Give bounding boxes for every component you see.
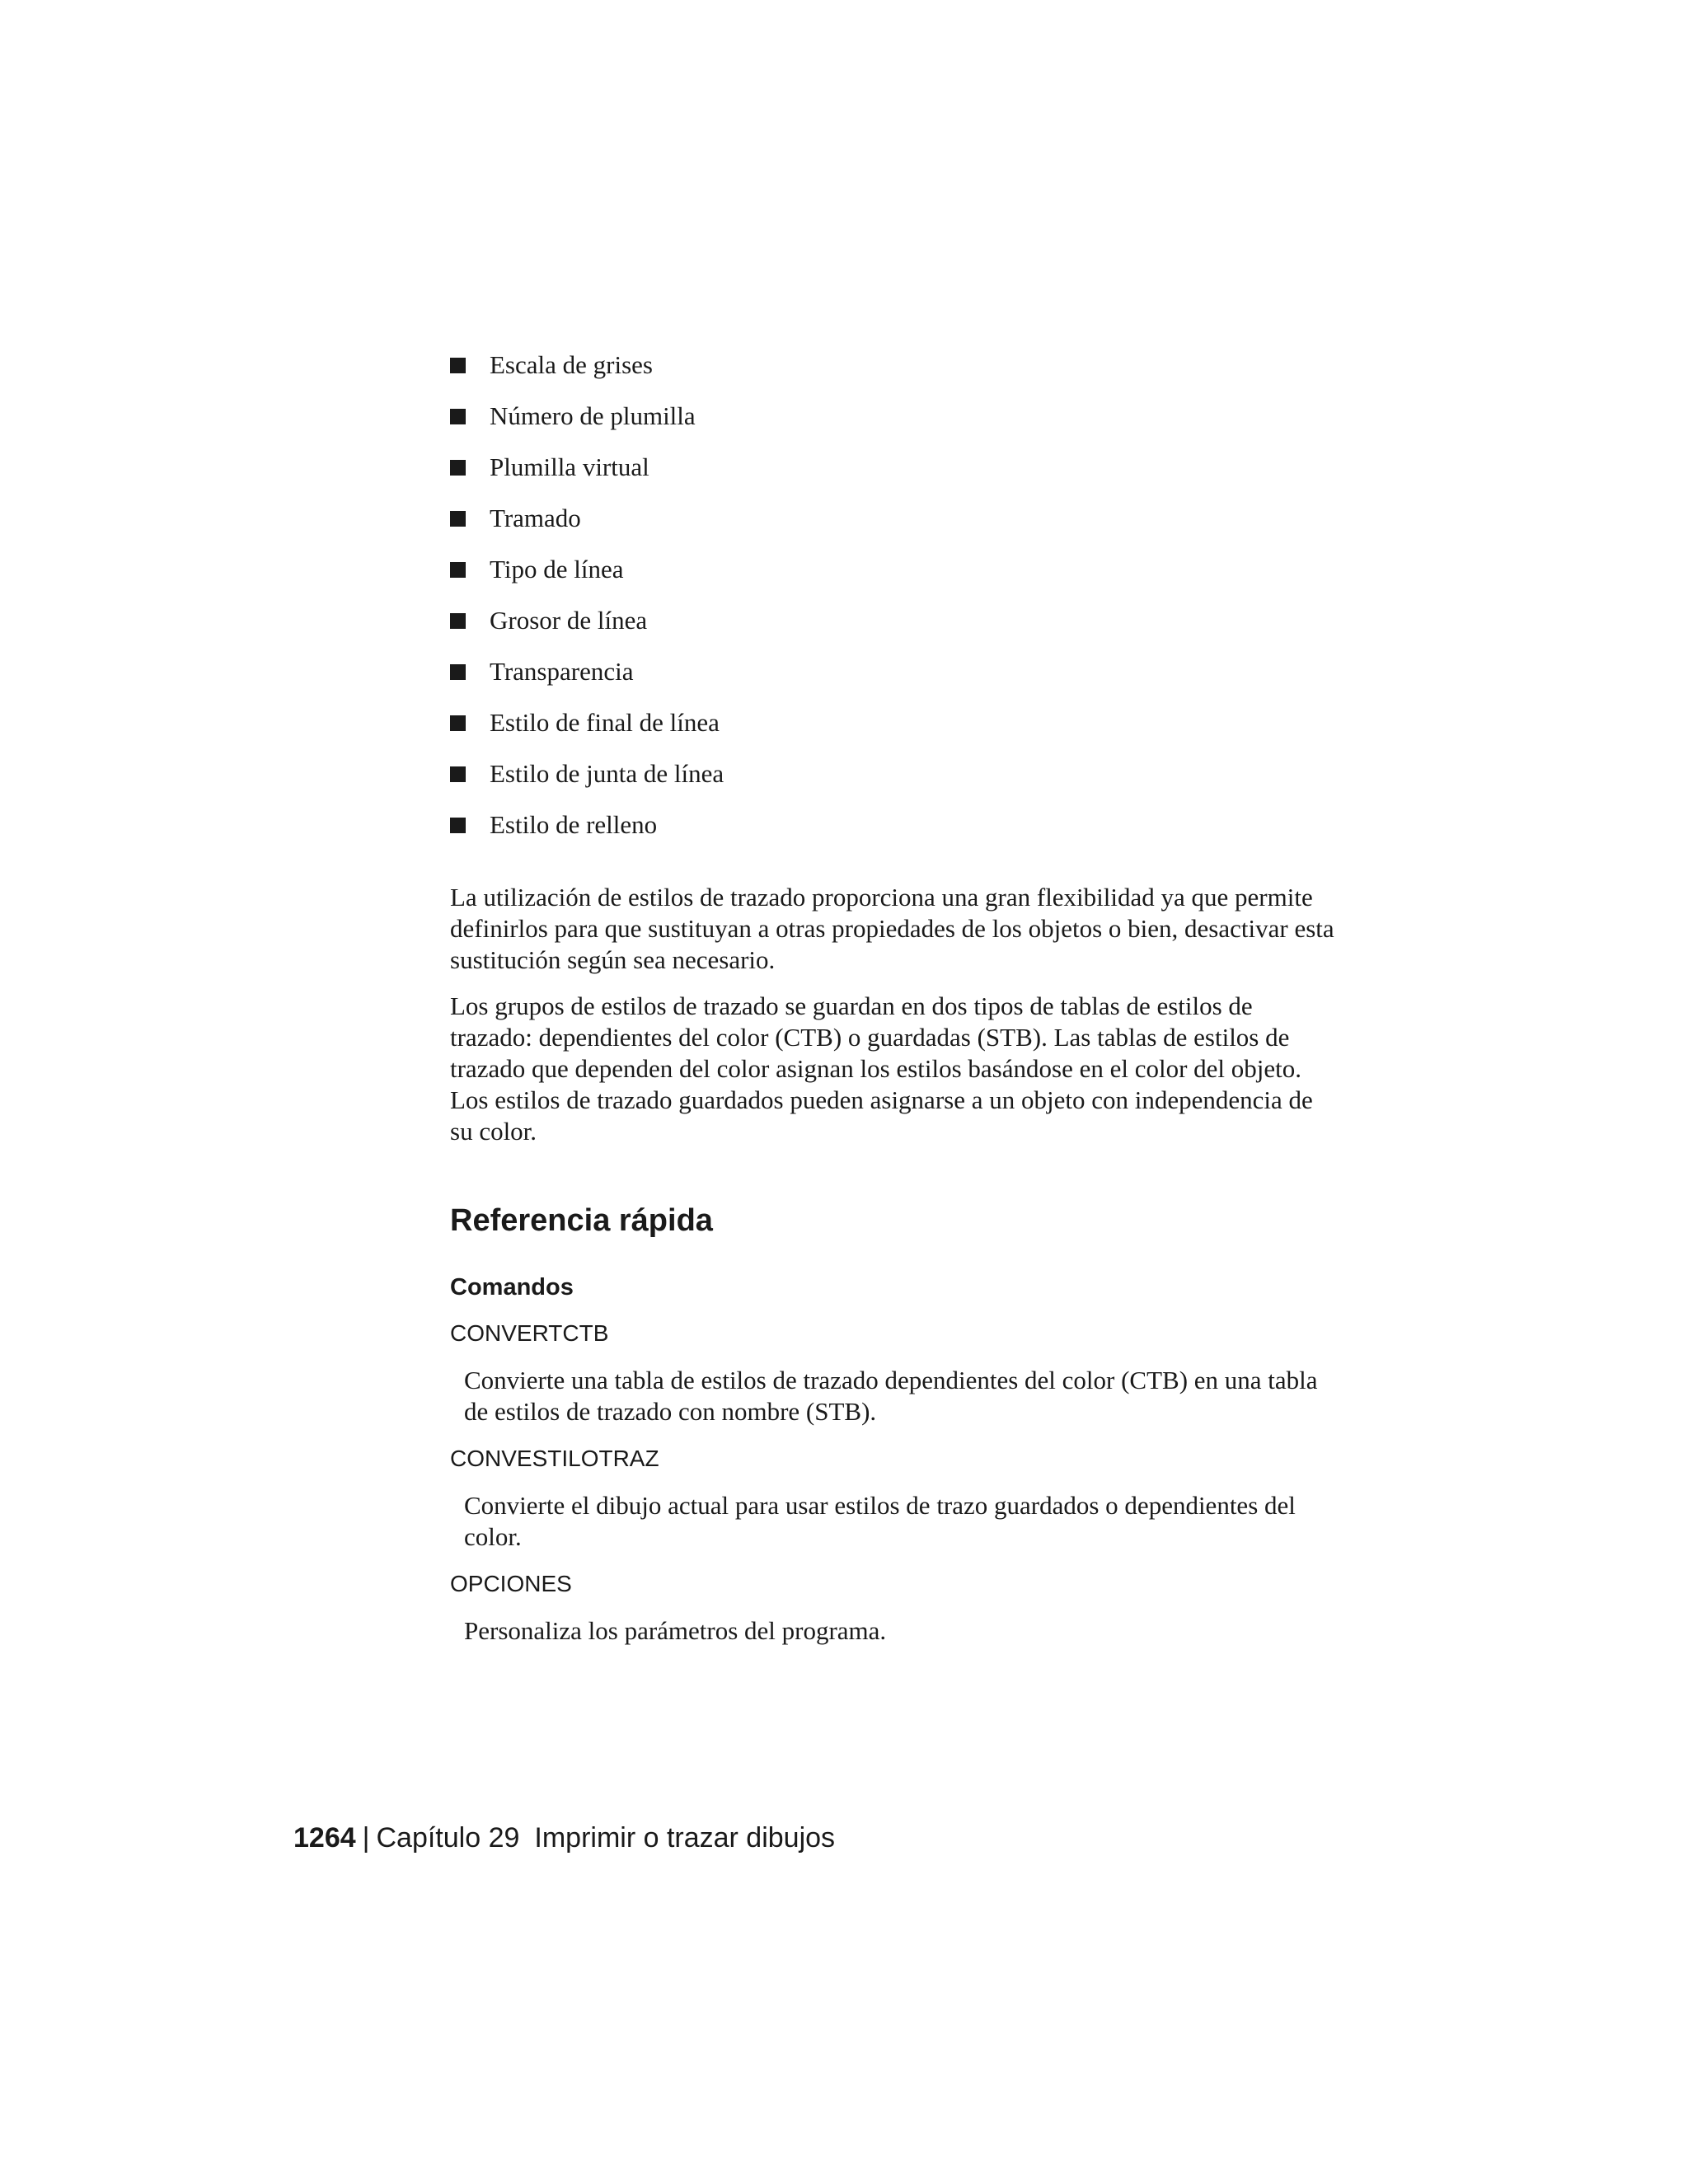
list-item: [450, 697, 1340, 748]
list-item: [450, 646, 1340, 697]
square-bullet-icon: [450, 766, 466, 782]
page-content: [450, 340, 1340, 1647]
command-name: CONVERTCTB: [450, 1320, 609, 1346]
command-description: Convierte el dibujo actual para usar estilos de trazo guardados o dependientes del color.: [464, 1491, 1296, 1551]
list-item: [450, 799, 1340, 851]
list-item: [450, 442, 1340, 493]
list-item: [450, 748, 1340, 799]
list-item: [450, 340, 1340, 391]
square-bullet-icon: [450, 460, 466, 476]
body-paragraph: La utilización de estilos de trazado proporciona una gran flexibilidad ya que permite definirlos para que sustituyan a otras propiedades de los objetos o bien, desactivar esta sustitución según sea necesario.: [450, 883, 1334, 974]
page-number: 1264: [293, 1822, 356, 1854]
chapter-label: Capítulo 29: [376, 1822, 520, 1854]
list-item: [450, 595, 1340, 646]
property-bullet-list: [450, 340, 1340, 851]
command-description: Convierte una tabla de estilos de trazado dependientes del color (CTB) en una tabla de estilos de trazado con nombre (STB).: [464, 1366, 1318, 1426]
command-description: Personaliza los parámetros del programa.: [464, 1616, 887, 1645]
list-item-text: Escala de grises: [490, 350, 653, 379]
list-item-text: Grosor de línea: [490, 606, 648, 635]
square-bullet-icon: [450, 818, 466, 833]
list-item-text: Plumilla virtual: [490, 452, 649, 481]
list-item: [450, 493, 1340, 544]
square-bullet-icon: [450, 409, 466, 424]
list-item-text: Estilo de final de línea: [490, 708, 720, 737]
list-item-text: Número de plumilla: [490, 401, 696, 430]
section-heading: Referencia rápida: [450, 1203, 713, 1238]
list-item: [450, 544, 1340, 595]
square-bullet-icon: [450, 511, 466, 527]
command-name: CONVESTILOTRAZ: [450, 1446, 659, 1471]
subsection-heading: Comandos: [450, 1274, 574, 1301]
command-name: OPCIONES: [450, 1571, 572, 1596]
square-bullet-icon: [450, 358, 466, 373]
list-item-text: Transparencia: [490, 657, 634, 686]
command-list: [450, 1319, 1340, 1647]
footer-separator: |: [362, 1822, 370, 1854]
list-item: [450, 391, 1340, 442]
body-paragraph: Los grupos de estilos de trazado se guardan en dos tipos de tablas de estilos de trazado: dependientes del color (CTB) o guardadas (STB). Las tablas de estilos de trazado que dependen del color asignan los estilos basándose en el color del objeto. Los estilos de trazado guardados pueden asignarse a un objeto con independencia de su color.: [450, 991, 1313, 1146]
square-bullet-icon: [450, 562, 466, 578]
list-item-text: Tipo de línea: [490, 555, 624, 583]
chapter-title: Imprimir o trazar dibujos: [534, 1822, 836, 1854]
list-item-text: Tramado: [490, 504, 581, 532]
square-bullet-icon: [450, 664, 466, 680]
square-bullet-icon: [450, 613, 466, 629]
square-bullet-icon: [450, 715, 466, 731]
page-footer: [293, 1820, 835, 1856]
list-item-text: Estilo de junta de línea: [490, 759, 724, 788]
list-item-text: Estilo de relleno: [490, 810, 658, 839]
